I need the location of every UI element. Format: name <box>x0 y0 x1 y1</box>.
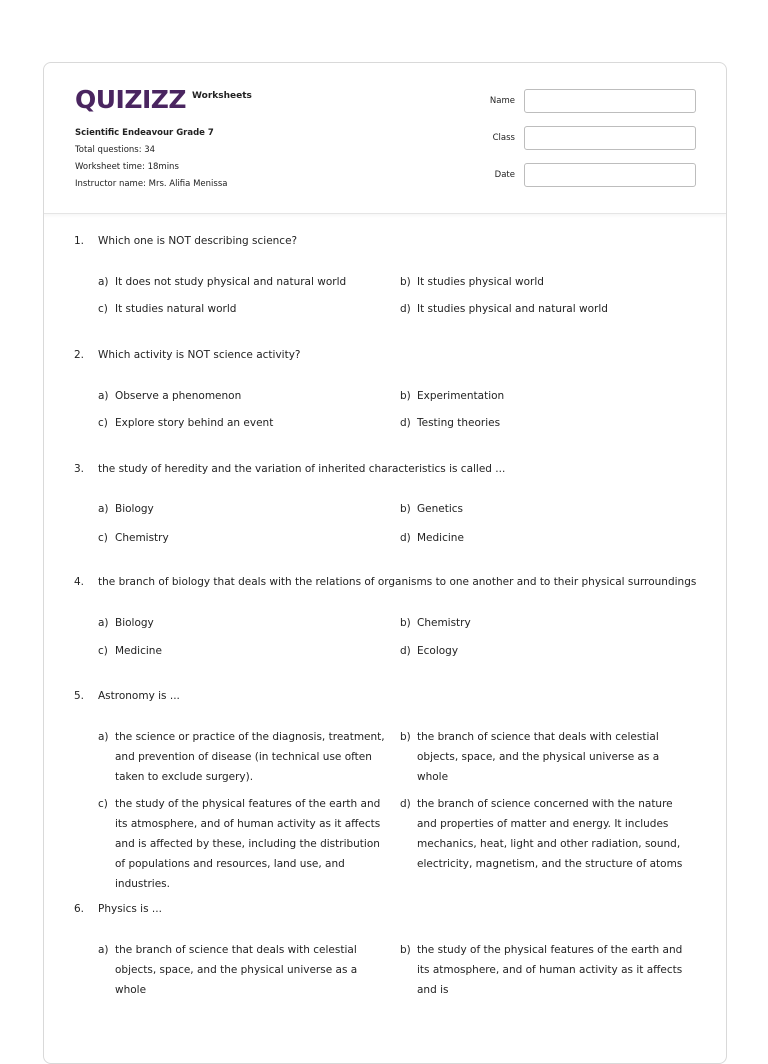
logo-subtitle: Worksheets <box>192 90 252 101</box>
option-c: c) Explore story behind an event <box>98 417 274 429</box>
date-field[interactable] <box>524 163 696 187</box>
option-d: d) It studies physical and natural world <box>400 303 608 315</box>
option-a: a) Biology <box>98 617 154 629</box>
class-field[interactable] <box>524 126 696 150</box>
option-c: c) the study of the physical features of the earth and its atmosphere, and of human activity as it affects and is affected by these, including the distribution of populations and resources, land use, and industries. <box>98 798 381 890</box>
question-text: the branch of biology that deals with the relations of organisms to one another and to their physical surroundings <box>98 576 697 588</box>
option-d: d) the branch of science concerned with the nature and properties of matter and energy. It includes mechanics, heat, light and other radiation, sound, electricity, magnetism, and the structure of atoms <box>400 798 683 870</box>
question-number: 5. <box>74 690 85 702</box>
class-label: Class <box>492 133 515 143</box>
name-field-row <box>490 89 696 113</box>
instructor-name: Instructor name: Mrs. Alifia Menissa <box>75 179 228 189</box>
question-5 <box>74 690 704 890</box>
brand <box>75 85 252 114</box>
option-a: a) It does not study physical and natural world <box>98 276 347 288</box>
total-questions: Total questions: 34 <box>75 145 156 155</box>
question-text: Astronomy is ... <box>98 690 180 702</box>
question-text: Which activity is NOT science activity? <box>98 349 301 361</box>
quizizz-logo: QUIZIZZ <box>75 85 187 114</box>
question-text: the study of heredity and the variation of inherited characteristics is called ... <box>98 463 506 475</box>
option-d: d) Ecology <box>400 645 459 657</box>
worksheet-time: Worksheet time: 18mins <box>75 162 179 172</box>
option-a: a) Observe a phenomenon <box>98 390 242 402</box>
question-number: 3. <box>74 463 85 475</box>
option-a: a) Biology <box>98 503 154 515</box>
option-b: b) Chemistry <box>400 617 471 629</box>
option-b: b) Experimentation <box>400 390 505 402</box>
question-6 <box>74 903 704 996</box>
option-c: c) Chemistry <box>98 532 169 544</box>
question-4 <box>74 576 704 657</box>
option-b: b) the branch of science that deals with celestial objects, space, and the physical universe as a whole <box>400 731 660 783</box>
class-field-row <box>490 126 696 150</box>
option-d: d) Testing theories <box>400 417 501 429</box>
question-number: 4. <box>74 576 85 588</box>
option-d: d) Medicine <box>400 532 464 544</box>
option-b: b) Genetics <box>400 503 463 515</box>
worksheet-card <box>43 62 727 1064</box>
question-number: 6. <box>74 903 85 915</box>
worksheet-title: Scientific Endeavour Grade 7 <box>75 128 214 138</box>
question-2 <box>74 349 704 429</box>
date-field-row <box>490 163 696 187</box>
date-label: Date <box>494 170 515 180</box>
question-number: 1. <box>74 235 85 247</box>
option-b: b) the study of the physical features of the earth and its atmosphere, and of human activity as it affects and is <box>400 944 683 996</box>
option-c: c) Medicine <box>98 645 162 657</box>
option-a: a) the branch of science that deals with celestial objects, space, and the physical universe as a whole <box>98 944 358 996</box>
option-a: a) the science or practice of the diagnosis, treatment, and prevention of disease (in technical use often taken to exclude surgery). <box>98 731 385 783</box>
student-fields <box>490 89 696 200</box>
worksheet-meta <box>75 125 227 193</box>
worksheet-header <box>44 63 726 214</box>
question-1 <box>74 235 704 315</box>
question-number: 2. <box>74 349 85 361</box>
name-label: Name <box>489 96 515 106</box>
option-c: c) It studies natural world <box>98 303 237 315</box>
option-b: b) It studies physical world <box>400 276 544 288</box>
question-text: Physics is ... <box>98 903 162 915</box>
question-text: Which one is NOT describing science? <box>98 235 298 247</box>
name-field[interactable] <box>524 89 696 113</box>
question-3 <box>74 463 704 544</box>
